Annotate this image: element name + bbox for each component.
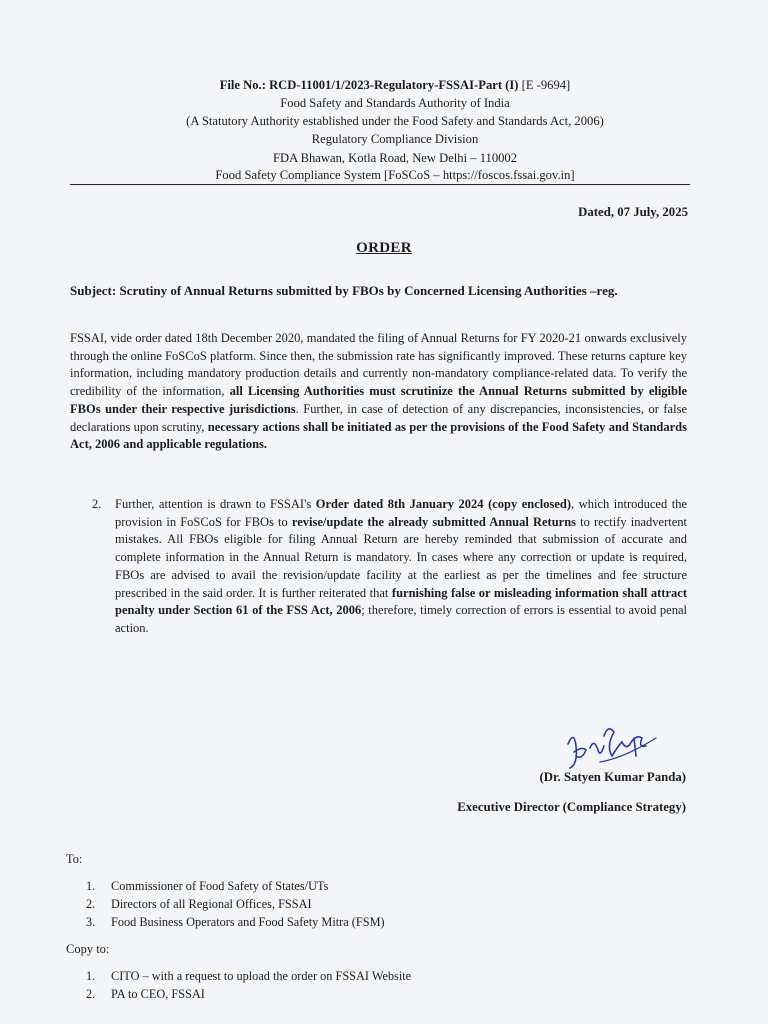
- list-item: 1. Commissioner of Food Safety of States/UTs: [86, 879, 329, 893]
- list-item: 3. Food Business Operators and Food Safety Mitra (FSM): [86, 914, 385, 929]
- file-no-label: File No.:: [219, 78, 266, 92]
- subject-line: Subject: Scrutiny of Annual Returns submitted by FBOs by Concerned Licensing Authorities –reg.: [70, 283, 618, 298]
- recipient-list: [86, 878, 385, 931]
- signatory-designation: Executive Director (Compliance Strategy): [457, 800, 686, 814]
- list-item: 2. PA to CEO, FSSAI: [86, 986, 205, 1001]
- paragraph-number: 2.: [92, 497, 102, 511]
- order-date: Dated, 07 July, 2025: [578, 205, 688, 219]
- office-address: FDA Bhawan, Kotla Road, New Delhi – 110002: [272, 151, 518, 165]
- to-label: To:: [66, 852, 83, 866]
- file-no-value: RCD-11001/1/2023-Regulatory-FSSAI-Part (I): [269, 78, 519, 92]
- signatory-name: (Dr. Satyen Kumar Panda): [539, 770, 686, 784]
- paragraph-1: FSSAI, vide order dated 18th December 2020, mandated the filing of Annual Returns for FY 2020-21 onwards exclusively through the online FoSCoS platform. Since then, the submission rate has significantly improved. These returns capture key information, including mandatory production details and currently non-mandatory compliance-related data. To verify the credibility of the information, all Licensing Authorities must scrutinize the Annual Returns submitted by eligible FBOs under their respective jurisdictions. Further, in case of detection of any discrepancies, inconsistencies, or false declarations upon scrutiny, necessary actions shall be initiated as per the provisions of the Food Safety and Standards Act, 2006 and applicable regulations.: [70, 331, 688, 452]
- paragraph-2: 2. Further, attention is drawn to FSSAI's Order dated 8th January 2024 (copy enclosed), which introduced the provision in FoSCoS for FBOs to revise/update the already submitted Annual Returns to rectify inadvertent mistakes. All FBOs eligible for filing Annual Return are hereby reminded that submission of accurate and complete information in the Annual Return is mandatory. In cases where any correction or update is required, FBOs are advised to avail the revision/update facility at the earliest as per the timelines and fee structure prescribed in the said order. It is further reiterated that furnishing false or misleading information shall attract penalty under Section 61 of the FSS Act, 2006; therefore, timely correction of errors is essential to avoid penal action.: [92, 497, 688, 635]
- copy-to-label: Copy to:: [66, 942, 110, 956]
- document-title: ORDER: [356, 240, 412, 256]
- list-item: 1. CITO – with a request to upload the order on FSSAI Website: [86, 969, 412, 983]
- file-number: [60, 76, 730, 95]
- authority-name: Food Safety and Standards Authority of India: [280, 96, 510, 110]
- list-item: 2. Directors of all Regional Offices, FSSAI: [86, 896, 312, 911]
- header-divider: [70, 184, 690, 185]
- file-no-suffix: [E -9694]: [521, 78, 571, 92]
- signature-image: [560, 722, 670, 774]
- statutory-note: (A Statutory Authority established under the Food Safety and Standards Act, 2006): [186, 114, 604, 128]
- division-name: Regulatory Compliance Division: [311, 132, 479, 146]
- copy-to-list: [86, 968, 411, 1004]
- system-name: Food Safety Compliance System [FoSCoS – https://foscos.fssai.gov.in]: [215, 168, 575, 182]
